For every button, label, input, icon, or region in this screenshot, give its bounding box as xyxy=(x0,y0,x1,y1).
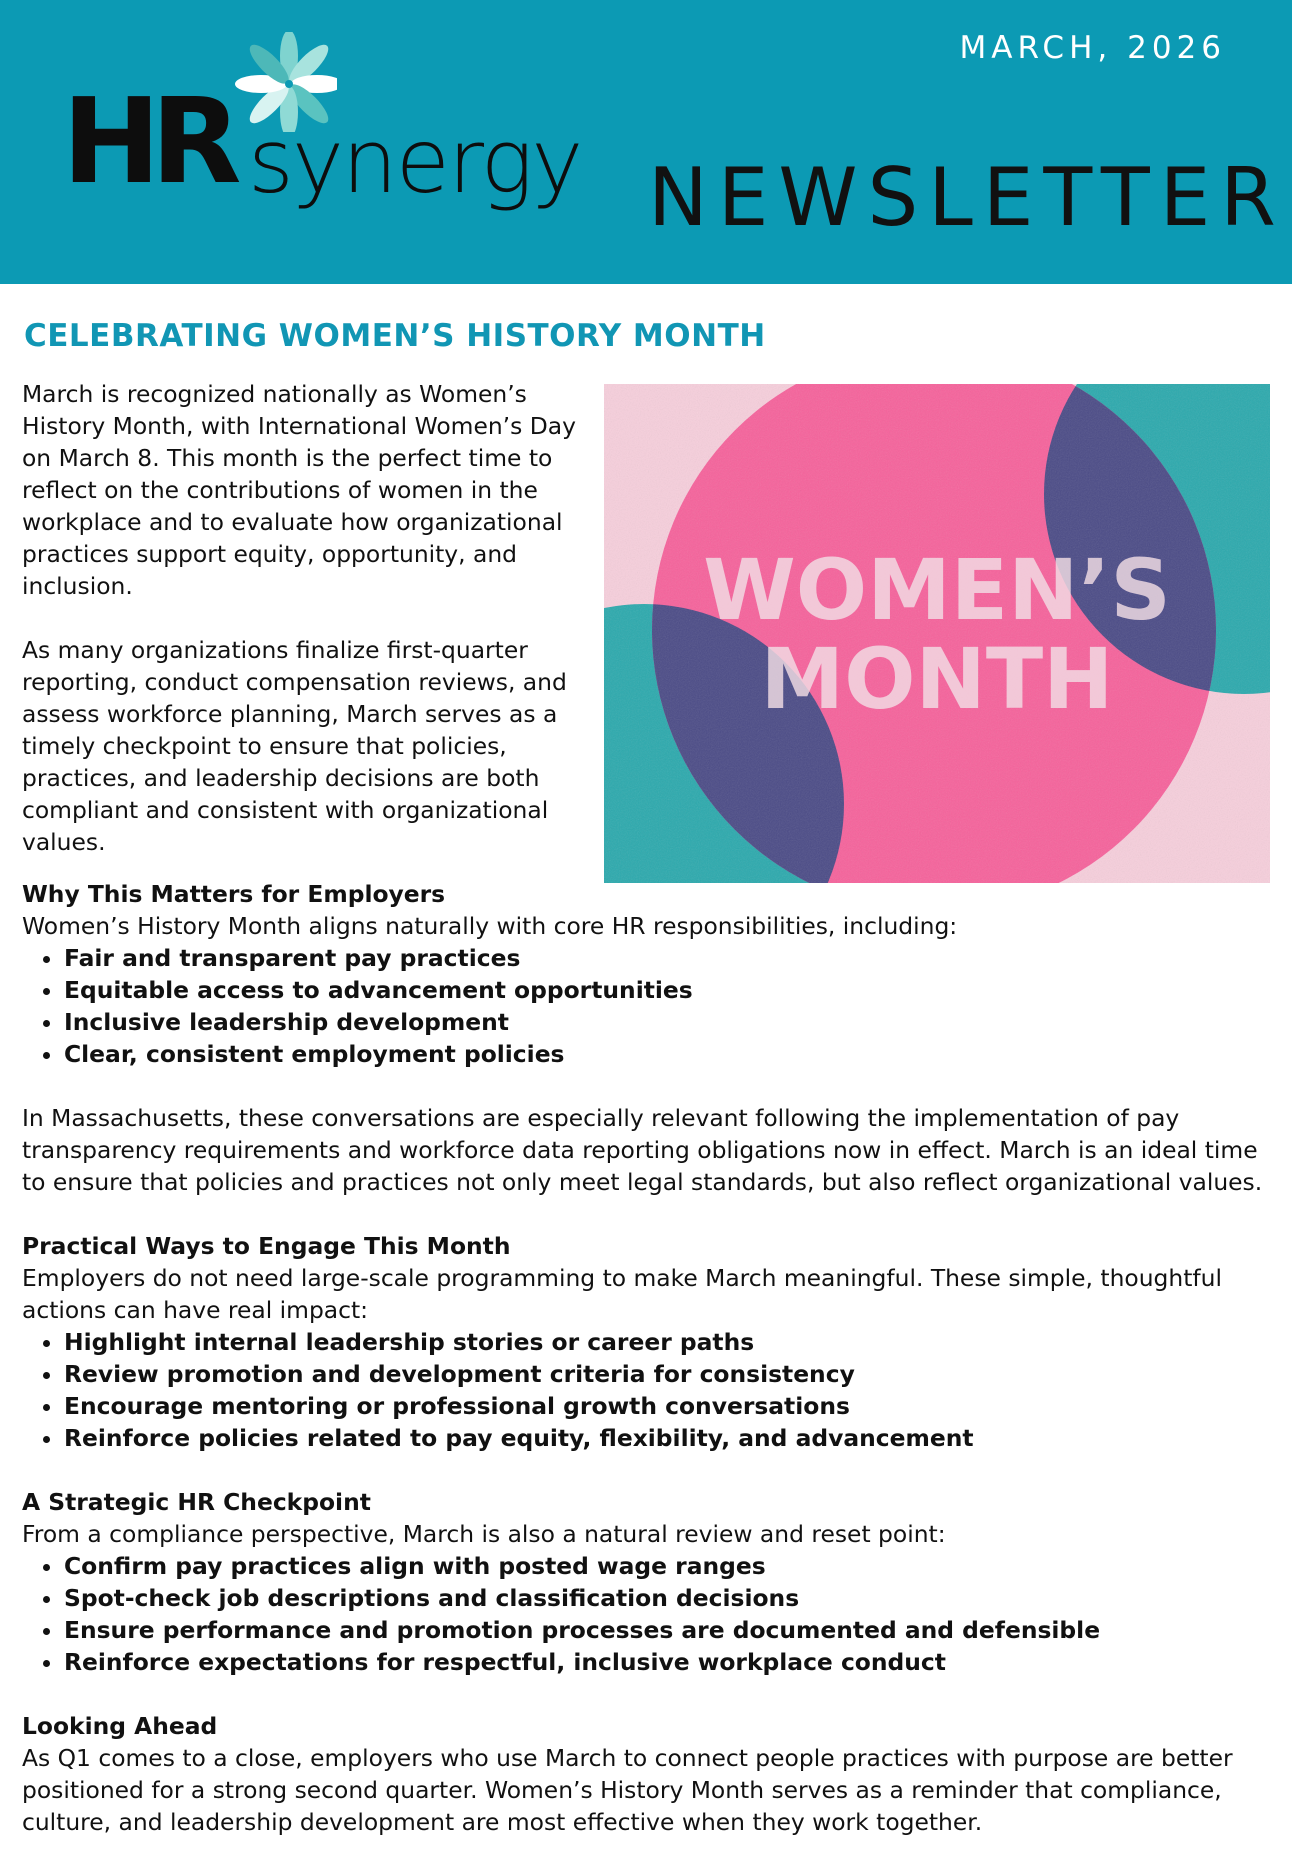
section-heading: Practical Ways to Engage This Month xyxy=(22,1232,511,1260)
issue-date: MARCH, 2026 xyxy=(959,30,1226,66)
womens-month-graphic xyxy=(604,384,1270,883)
intro-paragraph: As many organizations finalize first-quarter reporting, conduct compensation reviews, and assess workforce planning, March serves as a timely checkpoint to ensure that policies, practices, and leadership decisions are both compliant and consistent with organizational values. xyxy=(22,636,567,856)
article-body xyxy=(22,878,1277,1838)
section-heading: Looking Ahead xyxy=(22,1712,218,1740)
section-paragraph: As Q1 comes to a close, employers who use March to connect people practices with purpose are better positioned for a strong second quarter. Women’s History Month serves as a reminder that compliance, culture, and leadership development are most effective when they work together. xyxy=(22,1744,1233,1836)
bullet-list xyxy=(22,1326,1277,1454)
section-heading: Why This Matters for Employers xyxy=(22,880,446,908)
section-heading: A Strategic HR Checkpoint xyxy=(22,1488,371,1516)
logo-hr-text: HR xyxy=(62,72,232,210)
newsletter-title: NEWSLETTER xyxy=(648,151,1286,244)
list-item: • Reinforce policies related to pay equity, flexibility, and advancement xyxy=(64,1422,1277,1454)
list-item: • Ensure performance and promotion processes are documented and defensible xyxy=(64,1614,1277,1646)
list-item: • Highlight internal leadership stories or career paths xyxy=(64,1326,1277,1358)
section-paragraph: In Massachusetts, these conversations are especially relevant following the implementation of pay transparency requirements and workforce data reporting obligations now in effect. March is an ideal time to ensure that policies and practices not only meet legal standards, but also reflect organizational values. xyxy=(22,1104,1263,1196)
list-item: • Inclusive leadership development xyxy=(64,1006,1277,1038)
newsletter-header xyxy=(0,0,1292,284)
bullet-list xyxy=(22,942,1277,1070)
list-item: • Confirm pay practices align with posted wage ranges xyxy=(64,1550,1277,1582)
bullet-list xyxy=(22,1550,1277,1678)
list-item: • Encourage mentoring or professional growth conversations xyxy=(64,1390,1277,1422)
list-item: • Fair and transparent pay practices xyxy=(64,942,1277,974)
intro-paragraph: March is recognized nationally as Women’s History Month, with International Women’s Day on March 8. This month is the perfect time to reflect on the contributions of women in the workplace and to evaluate how organizational practices support equity, opportunity, and inclusion. xyxy=(22,380,576,600)
list-item: • Equitable access to advancement opportunities xyxy=(64,974,1277,1006)
section-lead: Employers do not need large-scale programming to make March meaningful. These simple, thoughtful actions can have real impact: xyxy=(22,1264,1222,1324)
hr-synergy-logo xyxy=(62,32,622,222)
section-lead: Women’s History Month aligns naturally with core HR responsibilities, including: xyxy=(22,912,958,940)
image-title-line1: WOMEN’S xyxy=(703,541,1171,639)
image-title-line2: MONTH xyxy=(760,630,1114,728)
article-headline: CELEBRATING WOMEN’S HISTORY MONTH xyxy=(24,318,766,354)
intro-text xyxy=(22,378,602,890)
list-item: • Review promotion and development criteria for consistency xyxy=(64,1358,1277,1390)
womens-month-image xyxy=(604,384,1270,883)
section-lead: From a compliance perspective, March is also a natural review and reset point: xyxy=(22,1520,946,1548)
list-item: • Clear, consistent employment policies xyxy=(64,1038,1277,1070)
logo-synergy-text: synergy xyxy=(248,110,582,213)
list-item: • Spot-check job descriptions and classification decisions xyxy=(64,1582,1277,1614)
list-item: • Reinforce expectations for respectful, inclusive workplace conduct xyxy=(64,1646,1277,1678)
